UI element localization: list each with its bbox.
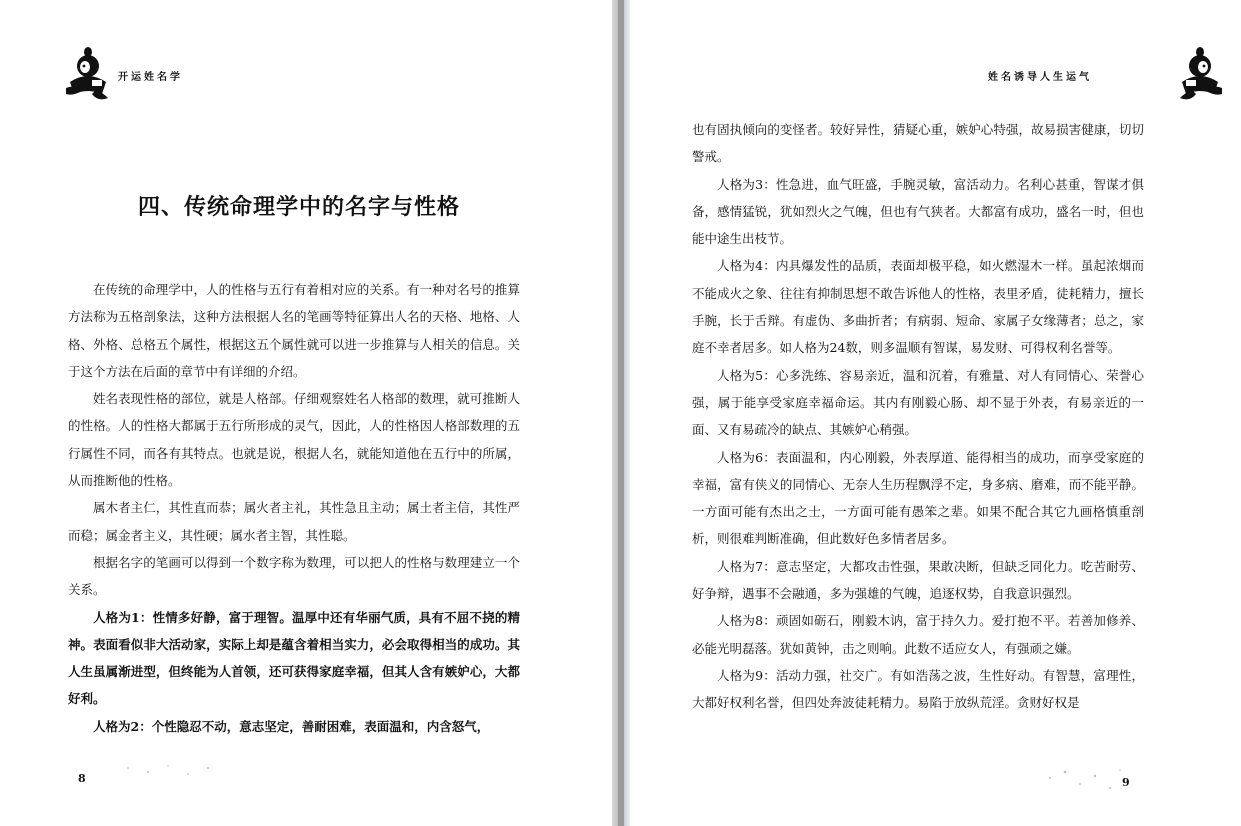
right-body-text [692,116,1144,717]
chapter-title: 四、传统命理学中的名字与性格 [138,194,461,220]
right-header [970,44,1234,104]
paragraph: 人格为8：顽固如砺石，刚毅木讷，富于持久力。爱打抱不平。若善加修养、必能光明磊落。犹如黄钟，击之则响。此数不适应女人，有强顽之嫌。 [692,613,1144,656]
paragraph: 人格为2：个性隐忍不动，意志坚定，善耐困难，表面温和，内含怒气， [93,718,490,734]
paragraph: 根据名字的笔画可以得到一个数字称为数理，可以把人的性格与数理建立一个关系。 [68,554,520,598]
left-body-text [68,276,520,740]
paragraph: 属木者主仁，其性直而恭；属火者主礼，其性急且主动；属土者主信，其性严而稳；属金者主义，其性硬；属水者主智，其性聪。 [68,500,520,543]
mascot-icon [62,44,114,102]
page-number: 9 [1122,776,1130,789]
mascot-icon [1174,44,1226,102]
paragraph: 人格为1：性情多好静，富于理智。温厚中还有华丽气质，具有不屈不挠的精神。表面看似非大活动家，实际上却是蕴含着相当实力，必会取得相当的成功。其人生虽属渐进型，但终能为人首领，还可获得家庭幸福，但其人含有嫉妒心，大都好利。 [68,609,520,707]
right-page [630,0,1241,826]
left-header [62,44,262,104]
paragraph: 人格为7：意志坚定，大都攻击性强，果敢决断，但缺乏同化力。吃苦耐劳、好争辩，遇事不会融通，多为强雄的气魄，追逐权势，自我意识强烈。 [692,558,1144,602]
paragraph: 人格为6：表面温和，内心刚毅，外表厚道、能得相当的成功，而享受家庭的幸福，富有侠义的同情心、无奈人生历程飘浮不定，身多病、磨难，而不能平静。一方面可能有杰出之士，一方面可能有愚笨之辈。如果不配合其它九画格慎重剖析，则很难判断准确，但此数好色多情者居多。 [692,449,1144,547]
paragraph: 在传统的命理学中，人的性格与五行有着相对应的关系。有一种对名号的推算方法称为五格剖象法，这种方法根据人名的笔画等特征算出人名的天格、地格、人格、外格、总格五个属性，根据这五个属性就可以进一步推算与人相关的信息。关于这个方法在后面的章节中有详细的介绍。 [68,282,520,379]
scan-smudge [118,758,238,784]
paragraph: 也有固执倾向的变怪者。较好异性，猜疑心重，嫉妒心特强，故易损害健康，切切警戒。 [692,122,1144,165]
paragraph: 人格为5：心多洗练、容易亲近，温和沉着，有雅量、对人有同情心、荣誉心强，属于能享受家庭幸福命运。其内有刚毅心肠、却不显于外表，有易亲近的一面、又有易疏冷的缺点、其嫉妒心稍强。 [692,367,1144,438]
page-number: 8 [78,772,86,785]
paragraph: 人格为4：内具爆发性的品质，表面却极平稳，如火燃湿木一样。虽起浓烟而不能成火之象、往往有抑制思想不敢告诉他人的性格，表里矛盾，徒耗精力，擅长手腕，长于舌辩。有虚伪、多曲折者；有病弱、短命、家属子女缘薄者；总之，家庭不幸者居多。如人格为24数，则多温顺有智谋，易发财、可得权利名誉等。 [692,258,1144,356]
paragraph: 人格为3：性急进，血气旺盛，手腕灵敏，富活动力。名利心甚重，智谋才俱备，感情猛锐，犹如烈火之气魄，但也有气狭者。大都富有成功，盛名一时，但也能中途生出枝节。 [692,176,1144,247]
left-header-title: 开运姓名学 [118,72,183,83]
left-page [0,0,612,826]
paragraph: 人格为9：活动力强，社交广。有如浩荡之波，生性好动。有智慧，富理性，大都好权利名誉，但四处奔波徒耗精力。易陷于放纵荒淫。贪财好权是 [692,667,1144,711]
right-header-title: 姓名诱导人生运气 [988,72,1092,83]
paragraph: 姓名表现性格的部位，就是人格部。仔细观察姓名人格部的数理，就可推断人的性格。人的性格大都属于五行所形成的灵气，因此，人的性格因人格部数理的五行属性不同，而各有其特点。也就是说，根据人名，就能知道他在五行中的所属，从而推断他的性格。 [68,391,520,489]
scan-smudge [1040,758,1130,798]
